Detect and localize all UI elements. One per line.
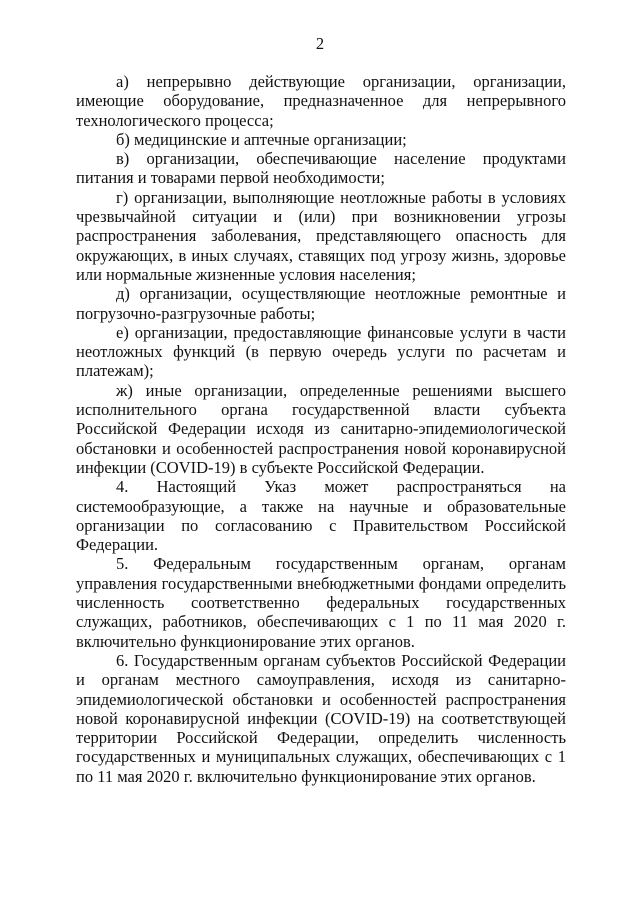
paragraph-item-zh: ж) иные организации, определенные решениями высшего исполнительного органа государственной власти субъекта Российской Федерации исходя из санитарно-эпидемиологической обстановки и особенностей распространения новой коронавирусной инфекции (COVID-19) в субъекте Российской Федерации. [76,380,566,477]
paragraph-item-d: д) организации, осуществляющие неотложные ремонтные и погрузочно-разгрузочные работы; [76,284,566,323]
paragraph-item-a: а) непрерывно действующие организации, организации, имеющие оборудование, предназначенное для непрерывного технологического процесса; [76,72,566,130]
document-body [76,72,566,786]
paragraph-item-g: г) организации, выполняющие неотложные работы в условиях чрезвычайной ситуации и (или) при возникновении угрозы распространения заболевания, представляющего опасность для окружающих, в иных случаях, ставящих под угрозу жизнь, здоровье или нормальные жизненные условия населения; [76,187,566,284]
paragraph-item-v: в) организации, обеспечивающие население продуктами питания и товарами первой необходимости; [76,149,566,188]
paragraph-section-4: 4. Настоящий Указ может распространяться на системообразующие, а также на научные и образовательные организации по согласованию с Правительством Российской Федерации. [76,477,566,555]
page-number: 2 [315,34,325,53]
paragraph-section-6: 6. Государственным органам субъектов Российской Федерации и органам местного самоуправления, исходя из санитарно-эпидемиологической обстановки и особенностей распространения новой коронавирусной инфекции (COVID-19) на соответствующей территории Российской Федерации, определить численность государственных и муниципальных служащих, обеспечивающих с 1 по 11 мая 2020 г. включительно функционирование этих органов. [76,650,566,786]
paragraph-item-e: е) организации, предоставляющие финансовые услуги в части неотложных функций (в первую очередь услуги по расчетам и платежам); [76,322,566,381]
paragraph-section-5: 5. Федеральным государственным органам, органам управления государственными внебюджетными фондами определить численность соответственно федеральных государственных служащих, работников, обеспечивающих с 1 по 11 мая 2020 г. включительно функционирование этих органов. [76,554,566,651]
paragraph-item-b: б) медицинские и аптечные организации; [116,129,407,149]
